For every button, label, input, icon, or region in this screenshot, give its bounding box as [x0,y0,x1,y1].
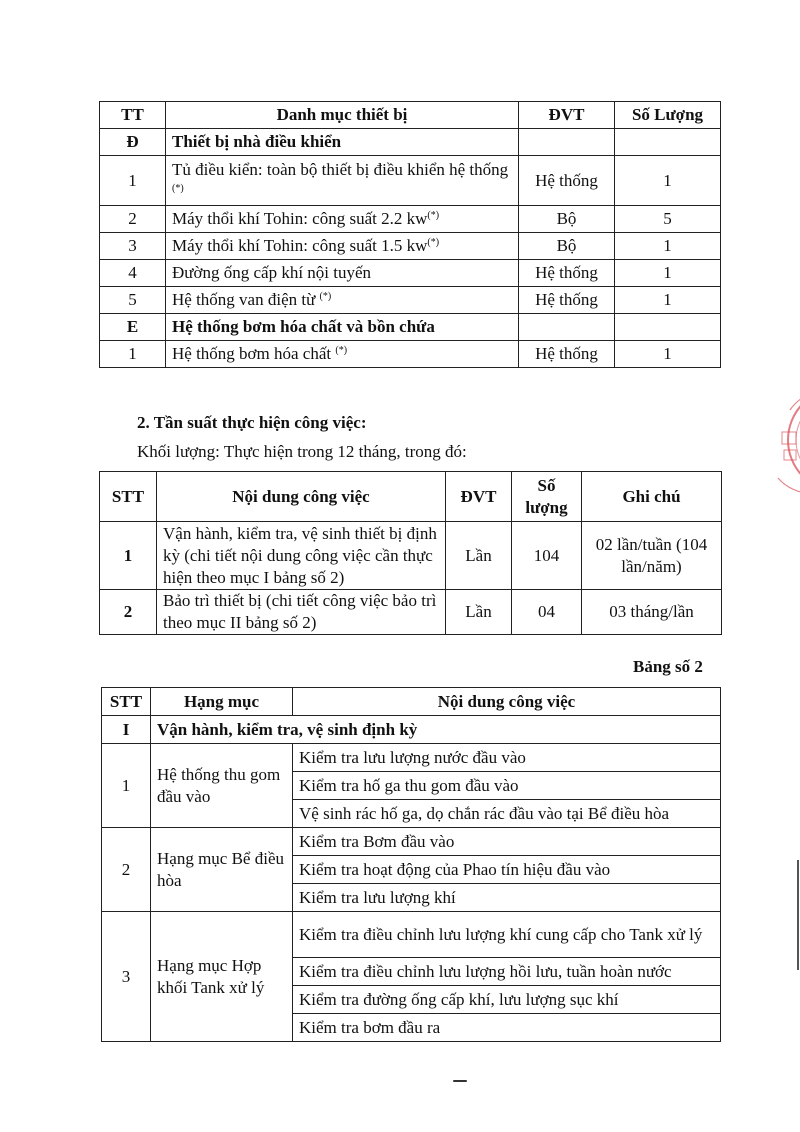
section-description: Khối lượng: Thực hiện trong 12 tháng, trong đó: [137,442,467,461]
task-item: Vệ sinh rác hố ga, dọ chắn rác đầu vào tại Bể điều hòa [293,800,721,828]
row-unit: Bộ [519,206,615,233]
table-row [102,828,721,856]
table-label: Bảng số 2 [633,657,703,676]
group-stt: 3 [102,912,151,1042]
header-stt: STT [102,688,151,716]
task-item: Kiểm tra bơm đầu ra [293,1014,721,1042]
header-content: Nội dung công việc [157,472,446,522]
row-name: Tủ điều kiển: toàn bộ thiết bị điều khiển hệ thống (*) [166,156,519,206]
row-name: Máy thổi khí Tohin: công suất 1.5 kw(*) [166,233,519,260]
task-item: Kiểm tra lưu lượng khí [293,884,721,912]
row-unit: Lần [446,522,512,590]
task-item: Kiểm tra điều chỉnh lưu lượng khí cung cấp cho Tank xử lý [293,912,721,958]
section-row [100,129,721,156]
row-name: Đường ống cấp khí nội tuyến [166,260,519,287]
section-title: Vận hành, kiểm tra, vệ sinh định kỳ [151,716,721,744]
row-unit: Lần [446,590,512,635]
section-title: Hệ thống bơm hóa chất và bồn chứa [166,314,519,341]
row-note: 02 lần/tuần (104 lần/năm) [582,522,722,590]
row-unit: Hệ thống [519,341,615,368]
group-category: Hạng mục Hợp khối Tank xử lý [151,912,293,1042]
task-table [101,687,721,1042]
section-id: Đ [100,129,166,156]
row-tt: 4 [100,260,166,287]
seal-stamp-icon [770,380,800,500]
table-row [100,206,721,233]
row-tt: 1 [100,156,166,206]
section-row [100,314,721,341]
row-qty: 5 [615,206,721,233]
row-qty: 1 [615,156,721,206]
row-qty: 04 [512,590,582,635]
footnote-mark: (*) [335,345,348,356]
section-heading: 2. Tần suất thực hiện công việc: [137,413,367,432]
row-content: Vận hành, kiểm tra, vệ sinh thiết bị định kỳ (chi tiết nội dung công việc cần thực hiện theo mục I bảng số 2) [157,522,446,590]
section-row [102,716,721,744]
table-header-row [100,102,721,129]
task-item: Kiểm tra lưu lượng nước đầu vào [293,744,721,772]
task-item: Kiểm tra Bơm đầu vào [293,828,721,856]
table-row [100,590,722,635]
section-title: Thiết bị nhà điều khiển [166,129,519,156]
task-item: Kiểm tra hoạt động của Phao tín hiệu đầu vào [293,856,721,884]
table-row [100,156,721,206]
row-tt: 3 [100,233,166,260]
table-row [100,287,721,314]
header-content: Nội dung công việc [293,688,721,716]
row-unit: Hệ thống [519,156,615,206]
row-unit: Hệ thống [519,287,615,314]
row-stt: 2 [100,590,157,635]
seal-stamp-icon [770,380,800,500]
row-qty: 1 [615,260,721,287]
table-row [100,260,721,287]
table-header-row [100,472,722,522]
row-unit: Bộ [519,233,615,260]
task-item: Kiểm tra đường ống cấp khí, lưu lượng sục khí [293,986,721,1014]
header-quantity: Số lượng [512,472,582,522]
header-note: Ghi chú [582,472,722,522]
task-item: Kiểm tra hố ga thu gom đầu vào [293,772,721,800]
table-row [100,341,721,368]
row-stt: 1 [100,522,157,590]
page-mark [453,1080,467,1082]
header-quantity: Số Lượng [615,102,721,129]
frequency-table [99,471,722,635]
row-tt: 2 [100,206,166,233]
footnote-mark: (*) [172,182,184,194]
row-qty: 1 [615,233,721,260]
equipment-table [99,101,721,368]
table-row [102,744,721,772]
row-qty: 1 [615,341,721,368]
section-id: E [100,314,166,341]
row-name: Hệ thống van điện từ (*) [166,287,519,314]
header-stt: STT [100,472,157,522]
group-category: Hạng mục Bể điều hòa [151,828,293,912]
group-stt: 1 [102,744,151,828]
row-name: Hệ thống bơm hóa chất (*) [166,341,519,368]
table-row [102,912,721,958]
row-qty: 1 [615,287,721,314]
header-tt: TT [100,102,166,129]
header-unit: ĐVT [446,472,512,522]
section-id: I [102,716,151,744]
row-tt: 5 [100,287,166,314]
row-content: Bảo trì thiết bị (chi tiết công việc bảo trì theo mục II bảng số 2) [157,590,446,635]
footnote-mark: (*) [427,237,440,248]
row-name: Máy thổi khí Tohin: công suất 2.2 kw(*) [166,206,519,233]
row-unit: Hệ thống [519,260,615,287]
group-category: Hệ thống thu gom đầu vào [151,744,293,828]
edge-line [797,860,799,970]
table-row [100,522,722,590]
row-note: 03 tháng/lần [582,590,722,635]
footnote-mark: (*) [319,291,332,302]
footnote-mark: (*) [427,210,440,221]
table-row [100,233,721,260]
header-category: Hạng mục [151,688,293,716]
table-header-row [102,688,721,716]
header-equipment: Danh mục thiết bị [166,102,519,129]
group-stt: 2 [102,828,151,912]
row-tt: 1 [100,341,166,368]
task-item: Kiểm tra điều chỉnh lưu lượng hồi lưu, tuần hoàn nước [293,958,721,986]
row-qty: 104 [512,522,582,590]
header-unit: ĐVT [519,102,615,129]
